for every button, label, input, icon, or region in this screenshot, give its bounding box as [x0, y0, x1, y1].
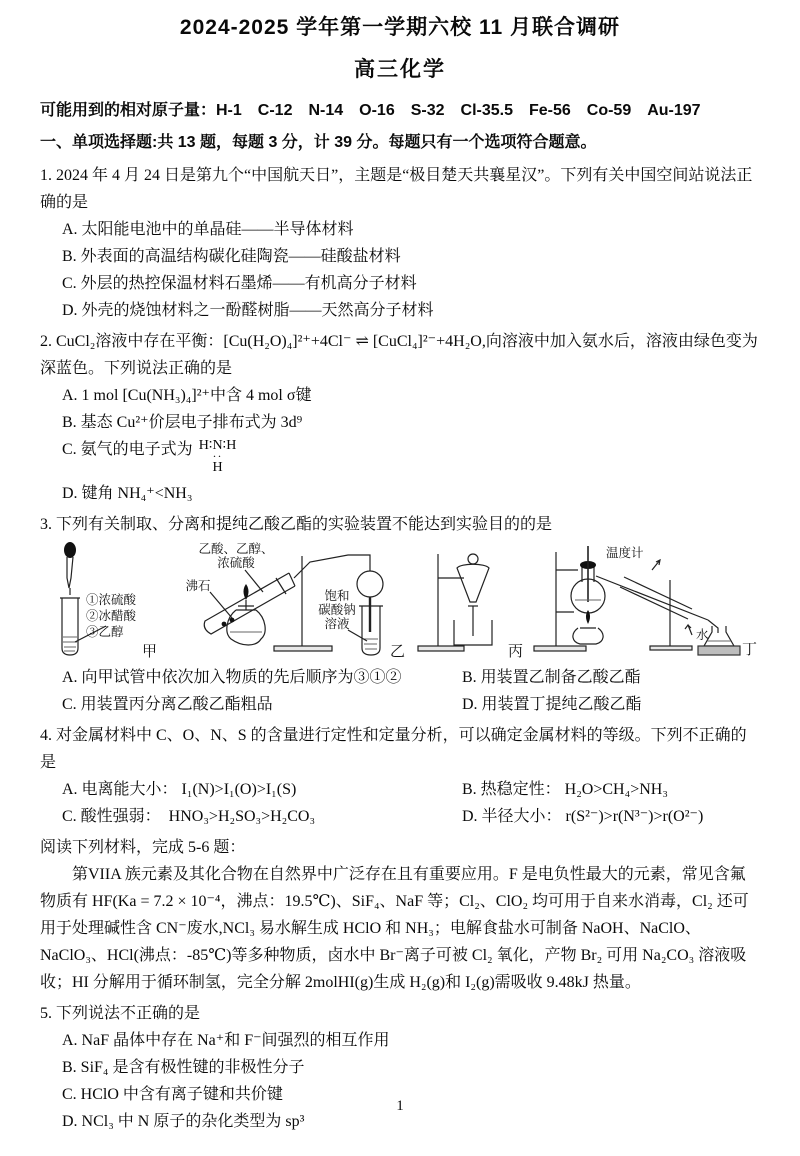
section-heading: 一、单项选择题:共 13 题，每题 3 分，计 39 分。每题只有一个选项符合题意。 — [40, 134, 597, 151]
q4-options-row-2 — [40, 803, 760, 830]
question-4 — [40, 722, 760, 830]
question-3 — [40, 511, 760, 718]
q2-option-c — [40, 436, 760, 480]
label-mixture-line1: 乙酸、乙醇、 — [198, 542, 274, 556]
q5-option-a: A. NaF 晶体中存在 Na⁺和 F⁻间强烈的相互作用 — [62, 1032, 390, 1049]
label-mixture-line2: 浓硫酸 — [217, 556, 255, 570]
reading-material — [40, 834, 760, 996]
separating-funnel-icon — [457, 564, 489, 602]
condenser-inner-tube — [596, 576, 708, 620]
q2-option-c-text: C. 氨气的电子式为 — [62, 441, 193, 458]
dropper-bulb-icon — [64, 542, 76, 558]
question-3-stem: 3. 下列有关制取、分离和提纯乙酸乙酯的实验装置不能达到实验目的的是 — [40, 516, 553, 533]
caption-yi: 乙 — [390, 644, 406, 660]
tilted-test-tube-icon — [204, 573, 295, 634]
question-4-stem: 4. 对金属材料中 C、O、N、S 的含量进行定性和定量分析，可以确定金属材料的等级。下列不正确的是 — [40, 727, 747, 771]
label-sodium-carbonate: 碳酸钠 — [318, 603, 356, 617]
q1-option-a: A. 太阳能电池中的单晶硅——半导体材料 — [62, 221, 354, 238]
question-2 — [40, 328, 760, 507]
stand-base-bing — [418, 646, 464, 651]
dropper-tube-icon — [67, 557, 73, 588]
support-block-icon — [698, 646, 740, 655]
label-saturated: 饱和 — [324, 589, 350, 603]
pointer-line-sat — [348, 630, 367, 641]
pointer-line-zeolite — [210, 592, 232, 618]
stand-base-ding2 — [650, 646, 692, 650]
exam-title: 2024-2025 学年第一学期六校 11 月联合调研 — [179, 16, 621, 39]
label-solution: 溶液 — [324, 617, 350, 631]
q2-option-d: D. 键角 NH₄⁺<NH₃ — [62, 485, 193, 502]
nh3-lewis-structure — [199, 440, 237, 474]
flame-icon — [244, 584, 249, 600]
q5-option-b: B. SiF₄ 是含有极性键的非极性分子 — [62, 1059, 305, 1076]
clamp-yi — [276, 578, 286, 594]
q3-option-b: B. 用装置乙制备乙酸乙酯 — [462, 669, 641, 686]
funnel-stopper-icon — [468, 554, 478, 564]
lewis-row-3: H — [212, 460, 223, 475]
q1-option-d: D. 外壳的烧蚀材料之一酚醛树脂——天然高分子材料 — [62, 302, 434, 319]
stand-base-ding — [534, 646, 586, 651]
delivery-tube-icon — [294, 555, 370, 578]
question-5-stem: 5. 下列说法不正确的是 — [40, 1005, 201, 1022]
stand-base-yi — [274, 646, 332, 651]
alcohol-lamp-ding-icon — [573, 628, 603, 644]
q4-option-b: B. 热稳定性： H₂O>CH₄>NH₃ — [462, 781, 668, 798]
question-1 — [40, 162, 760, 324]
label-glacial-acetic: ②冰醋酸 — [86, 609, 137, 623]
alcohol-lamp-yi-icon — [227, 606, 265, 645]
reading-intro: 阅读下列材料，完成 5-6 题： — [40, 839, 246, 856]
lewis-row-1: H∶N∶H — [198, 438, 237, 453]
water-arrow-icon — [685, 625, 692, 635]
condenser-jacket-top — [624, 577, 692, 609]
q3-option-c: C. 用装置丙分离乙酸乙酯粗品 — [62, 696, 273, 713]
q3-option-d: D. 用装置丁提纯乙酸乙酯 — [462, 696, 642, 713]
q4-option-d: D. 半径大小： r(S²⁻)>r(N³⁻)>r(O²⁻) — [462, 808, 704, 825]
q2-option-a: A. 1 mol [Cu(NH₃)₄]²⁺中含 4 mol σ键 — [62, 387, 312, 404]
bulb-trap-icon — [357, 571, 383, 597]
reading-paragraph: 第VIIA 族元素及其化合物在自然界中广泛存在且有重要应用。F 是电负性最大的元素，常见含氟物质有 HF(Ka = 7.2 × 10⁻⁴，沸点：19.5℃)、SiF₄、NaF 等；Cl₂、ClO₂ 均可用于自来水消毒，Cl₂ 还可用于处理碱性含 CN⁻废水,NCl₃ 易水解生成 HClO 和 NH₃；电解食盐水可制备 NaOH、NaClO、NaClO₃、HCl(沸点：-85℃)等多种物质，卤水中 Br⁻离子可被 Cl₂ 氧化，产物 Br₂ 可用 Na₂CO₃ 溶液吸收；HI 分解用于循环制氢，完全分解 2molHI(g)生成 H₂(g)和 I₂(g)需吸收 9.48kJ 热量。 — [40, 866, 749, 991]
apparatus-figure-svg — [40, 540, 760, 664]
exam-subtitle: 高三化学 — [354, 58, 446, 81]
apparatus-figure — [40, 540, 760, 664]
caption-jia: 甲 — [142, 644, 158, 660]
q1-option-b: B. 外表面的高温结构碳化硅陶瓷——硅酸盐材料 — [62, 248, 401, 265]
flame-icon — [586, 610, 590, 624]
boiling-stone-icon — [230, 618, 235, 623]
q4-option-c: C. 酸性强弱： HNO₃>H₂SO₃>H₂CO₃ — [62, 808, 316, 825]
q3-options-row-1 — [40, 664, 760, 691]
q2-option-b: B. 基态 Cu²⁺价层电子排布式为 3d⁹ — [62, 414, 303, 431]
page-number: 1 — [396, 1098, 404, 1114]
q4-option-a: A. 电离能大小： I₁(N)>I₁(O)>I₁(S) — [62, 781, 297, 798]
label-zeolite: 沸石 — [185, 579, 211, 593]
q4-options-row-1 — [40, 776, 760, 803]
q5-option-d: D. NCl₃ 中 N 原子的杂化类型为 sp³ — [62, 1113, 305, 1130]
label-thermometer: 温度计 — [606, 546, 644, 560]
q5-option-c: C. HClO 中含有离子键和共价键 — [62, 1086, 283, 1103]
q3-option-a: A. 向甲试管中依次加入物质的先后顺序为③①② — [62, 669, 402, 686]
caption-bing: 丙 — [508, 644, 524, 660]
condenser-jacket-bottom — [620, 587, 688, 619]
outlet-bend-icon — [708, 620, 718, 633]
question-1-stem: 1. 2024 年 4 月 24 日是第九个“中国航天日”，主题是“极目楚天共襄星汉”。下列有关中国空间站说法正确的是 — [40, 167, 753, 211]
q1-option-c: C. 外层的热控保温材料石墨烯——有机高分子材料 — [62, 275, 417, 292]
question-2-stem: 2. CuCl₂溶液中存在平衡：[Cu(H₂O)₄]²⁺+4Cl⁻ ⇌ [CuCl₄]²⁻+4H₂O,向溶液中加入氨水后，溶液由绿色变为深蓝色。下列说法正确的是 — [40, 333, 758, 377]
label-ethanol: ③乙醇 — [86, 625, 124, 639]
atomic-mass-line: 可能用到的相对原子量：H-1 C-12 N-14 O-16 S-32 Cl-35.5 Fe-56 Co-59 Au-197 — [40, 102, 701, 119]
label-water: 水 — [696, 628, 709, 642]
boiling-stone-icon — [222, 622, 227, 627]
test-tube-jia-icon — [62, 598, 78, 655]
lewis-row-2: ·· — [212, 449, 223, 463]
vapor-arrow-icon — [652, 560, 660, 570]
caption-ding: 丁 — [742, 642, 758, 658]
liquid-hatch-jia — [63, 637, 77, 651]
label-conc-sulfuric: ①浓硫酸 — [86, 593, 137, 607]
q3-options-row-2 — [40, 691, 760, 718]
